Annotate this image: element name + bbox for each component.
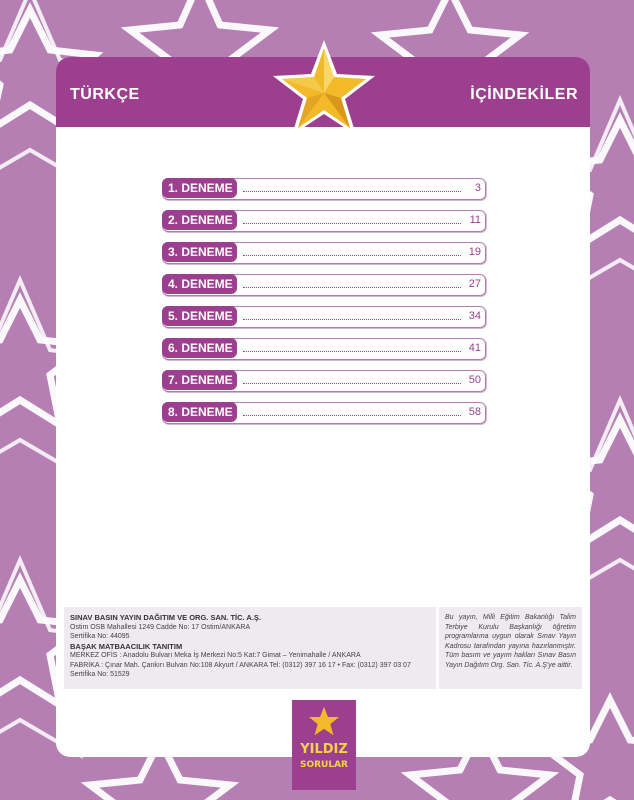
printer-name: BAŞAK MATBAACILIK TANITIM (70, 641, 183, 651)
toc-label: 5. DENEME (162, 306, 237, 326)
toc-page-number: 3 (474, 182, 481, 194)
publisher-company: SINAV BASIN YAYIN DAĞITIM VE ORG. SAN. TİC. A.Ş. (70, 613, 262, 622)
toc-row[interactable] (162, 274, 486, 296)
publisher-info (64, 607, 436, 689)
star-icon (269, 38, 379, 138)
printer-office: MERKEZ OFİS : Anadolu Bulvarı Meka İş Merkezi No:5 Kat:7 Gimat – Yenimahalle / ANKARA (70, 652, 361, 659)
toc-leader-dots (243, 255, 461, 256)
toc-leader-dots (243, 351, 461, 352)
toc-page-number: 34 (468, 310, 481, 322)
toc-row[interactable] (162, 242, 486, 264)
toc-page-number: 50 (468, 374, 481, 386)
printer-factory: FABRİKA : Çınar Mah. Çankırı Bulvarı No:108 Akyurt / ANKARA Tel: (0312) 397 16 17 • Fax: (0312) 397 03 07 (70, 661, 411, 669)
toc-label: 8. DENEME (162, 402, 237, 422)
toc-page-number: 58 (468, 406, 481, 418)
contents-title: İÇİNDEKİLER (470, 86, 578, 103)
subject-title: TÜRKÇE (70, 86, 140, 103)
toc-label: 6. DENEME (162, 338, 237, 358)
content-card (56, 57, 590, 757)
table-of-contents (162, 178, 486, 434)
toc-page-number: 19 (468, 246, 481, 258)
toc-row[interactable] (162, 178, 486, 200)
toc-page-number: 41 (468, 342, 481, 354)
toc-label: 1. DENEME (162, 178, 237, 198)
toc-label: 2. DENEME (162, 210, 237, 230)
logo-star-icon (308, 706, 340, 736)
toc-leader-dots (243, 415, 461, 416)
logo-line1: YILDIZ (300, 742, 348, 757)
toc-page-number: 11 (469, 214, 481, 226)
toc-row[interactable] (162, 306, 486, 328)
publisher-address: Ostim OSB Mahallesi 1249 Cadde No: 17 Ostim/ANKARA (70, 623, 251, 631)
logo-line2: SORULAR (299, 760, 348, 770)
toc-row[interactable] (162, 402, 486, 424)
publisher-cert: Sertifika No: 44095 (70, 633, 130, 640)
toc-label: 7. DENEME (162, 370, 237, 390)
toc-leader-dots (243, 319, 461, 320)
toc-label: 4. DENEME (162, 274, 237, 294)
printer-cert: Sertifika No: 51529 (70, 671, 130, 678)
toc-page-number: 27 (468, 278, 481, 290)
copyright-note: Bu yayın, Milli Eğitim Bakanlığı Talim Terbiye Kurulu Başkanlığı öğretim programlarına uygun olarak Sınav Yayın Kadrosu tarafından yayına hazırlanmıştır. Tüm basım ve yayım hakları Sınav Basın Yayın Dağıtım Org. San. Tic. A.Ş'ye aittir. (439, 607, 582, 689)
toc-leader-dots (243, 287, 461, 288)
toc-leader-dots (243, 223, 461, 224)
yildiz-sorular-logo (292, 700, 356, 790)
toc-leader-dots (243, 383, 461, 384)
toc-row[interactable] (162, 338, 486, 360)
toc-row[interactable] (162, 370, 486, 392)
toc-label: 3. DENEME (162, 242, 237, 262)
toc-row[interactable] (162, 210, 486, 232)
toc-leader-dots (243, 191, 461, 192)
